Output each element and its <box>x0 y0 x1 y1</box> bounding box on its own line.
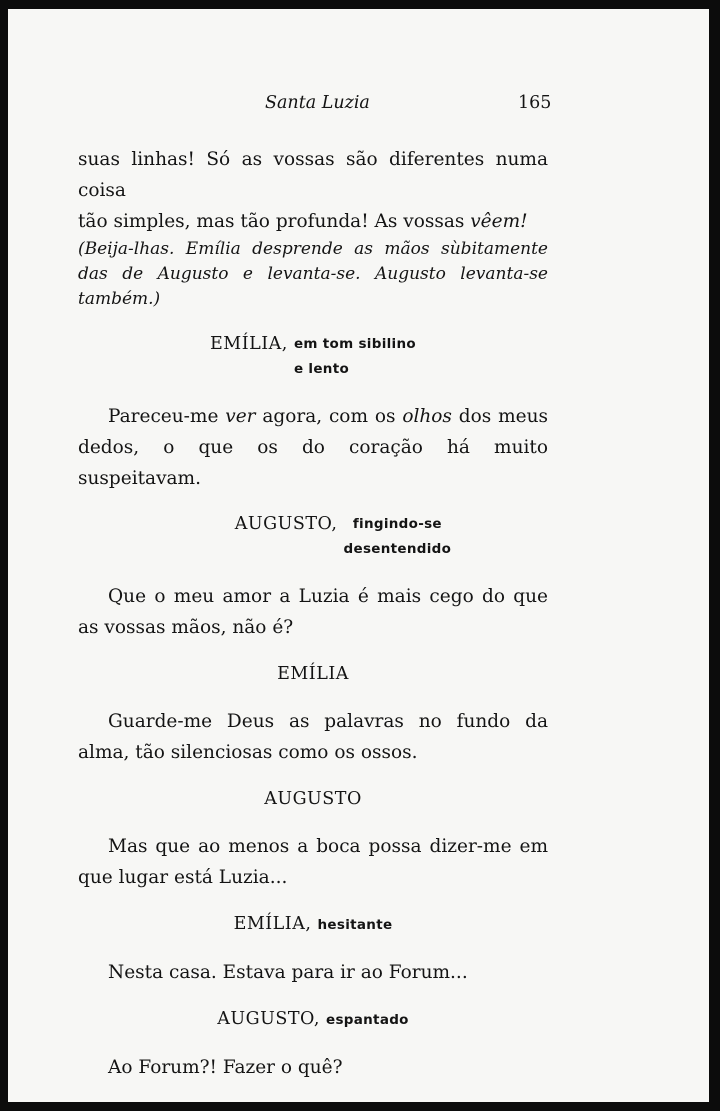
dialogue-paragraph: Pareceu-me ver agora, com os olhos dos meus dedos, o que os do coração há muito suspeitavam. <box>78 406 548 489</box>
text-line: suas linhas! Só as vossas são diferentes numa coisa <box>78 149 548 201</box>
speaker-direction: em tom sibilino e lento <box>293 336 416 377</box>
emphasis-text: ver <box>225 406 256 427</box>
speaker-name: AUGUSTO, <box>217 1009 320 1029</box>
page-header <box>8 93 709 123</box>
speaker-name: AUGUSTO <box>264 789 362 809</box>
stage-direction: (Beija-lhas. Emília desprende as mãos sùbitamente das de Augusto e levanta-se. Augusto levanta-se também.) <box>78 239 548 309</box>
dialogue-paragraph: Mas que ao menos a boca possa dizer-me em que lugar está Luzia... <box>78 836 548 888</box>
page-number: 165 <box>518 93 552 113</box>
speaker-direction: fingindo-se desentendido <box>343 516 452 557</box>
dialogue-paragraph: Nesta casa. Estava para ir ao Forum... <box>108 962 468 983</box>
page-body <box>78 144 548 1083</box>
dialogue-paragraph <box>78 144 548 237</box>
emphasis-text: vêem! <box>470 211 528 232</box>
speaker-heading <box>78 332 548 382</box>
speaker-heading <box>78 662 548 687</box>
dialogue-paragraph: Que o meu amor a Luzia é mais cego do que as vossas mãos, não é? <box>78 586 548 638</box>
speaker-heading <box>78 512 548 562</box>
text-line: tão simples, mas tão profunda! As vossas <box>78 211 471 232</box>
dialogue-paragraph: Ao Forum?! Fazer o quê? <box>108 1057 343 1078</box>
speaker-name: EMÍLIA <box>277 664 349 684</box>
speaker-heading <box>78 1007 548 1033</box>
speaker-heading <box>78 912 548 938</box>
speaker-name: AUGUSTO, <box>234 514 338 534</box>
dialogue-paragraph: Guarde-me Deus as palavras no fundo da alma, tão silenciosas como os ossos. <box>78 711 548 763</box>
running-title: Santa Luzia <box>265 93 370 113</box>
speaker-direction: hesitante <box>317 917 393 933</box>
speaker-name: EMÍLIA, <box>210 334 288 354</box>
speaker-name: EMÍLIA, <box>233 914 312 934</box>
speaker-heading <box>78 787 548 812</box>
speaker-direction: espantado <box>325 1012 409 1028</box>
emphasis-text: olhos <box>402 406 452 427</box>
book-page <box>8 9 709 1102</box>
